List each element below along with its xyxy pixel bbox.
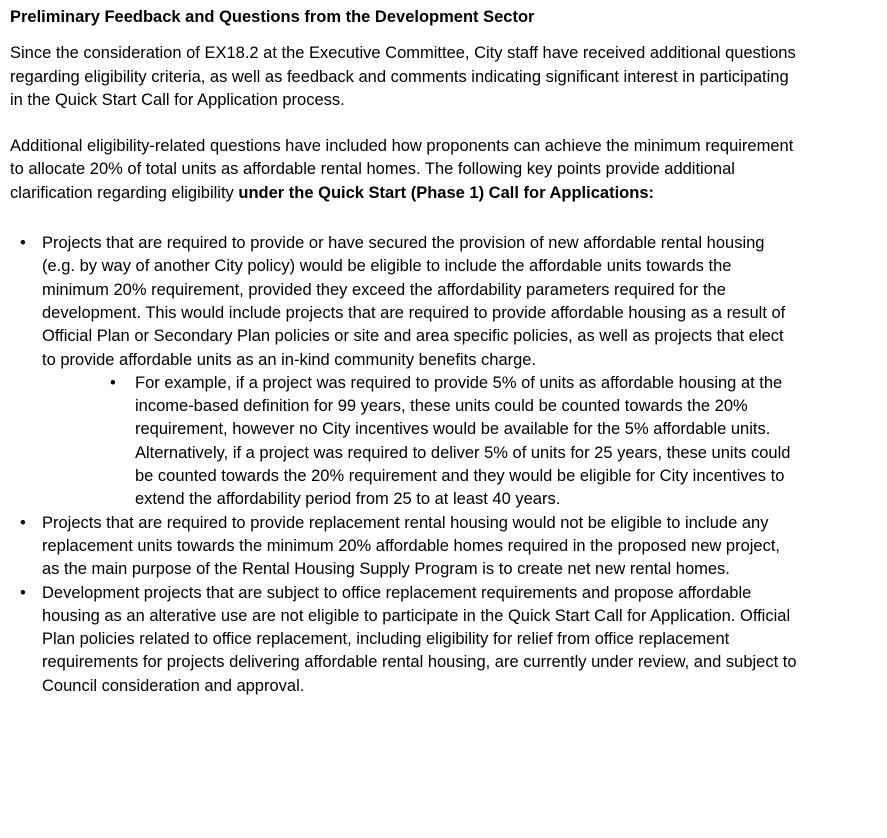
bullet-icon: • <box>20 513 26 532</box>
paragraph-eligibility-normal: Additional eligibility-related questions have included how proponents can achieve the minimum requirement to allocate 20% of total units as affordable rental homes. The following key points provide additional clarification regarding eligibility <box>10 137 794 202</box>
bullet-item-text: Projects that are required to provide replacement rental housing would not be eligible to include any replacement units towards the minimum 20% affordable homes required in the proposed new project, as the main purpose of the Rental Housing Supply Program is to create net new rental homes. <box>42 513 781 579</box>
paragraph-intro: Since the consideration of EX18.2 at the Executive Committee, City staff have received additional questions regarding eligibility criteria, as well as feedback and comments indicating significant interest in participating in the Quick Start Call for Application process. <box>10 44 796 109</box>
bullet-item-provision-new-affordable <box>10 232 800 372</box>
bullet-icon: • <box>20 234 26 253</box>
bullet-icon: • <box>110 373 116 392</box>
bullet-item-text: Development projects that are subject to office replacement requirements and propose affordable housing as an alterative use are not eligible to participate in the Quick Start Call for Application. Official Plan policies related to office replacement, including eligibility for relief from office replacement requirements for projects delivering affordable rental housing, are currently under review, and subject to Council consideration and approval. <box>42 583 797 695</box>
bullet-list <box>10 232 800 698</box>
bullet-item-office-replacement <box>10 582 800 698</box>
sub-bullet-item-example <box>10 372 800 512</box>
bullet-icon: • <box>20 583 26 602</box>
paragraph-eligibility <box>10 135 800 205</box>
paragraph-eligibility-bold: under the Quick Start (Phase 1) Call for Applications: <box>238 183 654 202</box>
section-heading: Preliminary Feedback and Questions from the Development Sector <box>10 8 535 26</box>
bullet-item-replacement-rental <box>10 512 800 582</box>
bullet-item-text: Projects that are required to provide or have secured the provision of new affordable rental housing (e.g. by way of another City policy) would be eligible to include the affordable units towards the minimum 20% requirement, provided they exceed the affordability parameters required for the development. This would include projects that are required to provide affordable housing as a result of Official Plan or Secondary Plan policies or site and area specific policies, as well as projects that elect to provide affordable units as an in-kind community benefits charge. <box>42 234 786 369</box>
sub-bullet-item-text: For example, if a project was required to provide 5% of units as affordable housing at the income-based definition for 99 years, these units could be counted towards the 20% requirement, however no City incentives would be available for the 5% affordable units. Alternatively, if a project was required to deliver 5% of units for 25 years, these units could be counted towards the 20% requirement and they would be eligible for City incentives to extend the affordability period from 25 to at least 40 years. <box>135 373 791 509</box>
